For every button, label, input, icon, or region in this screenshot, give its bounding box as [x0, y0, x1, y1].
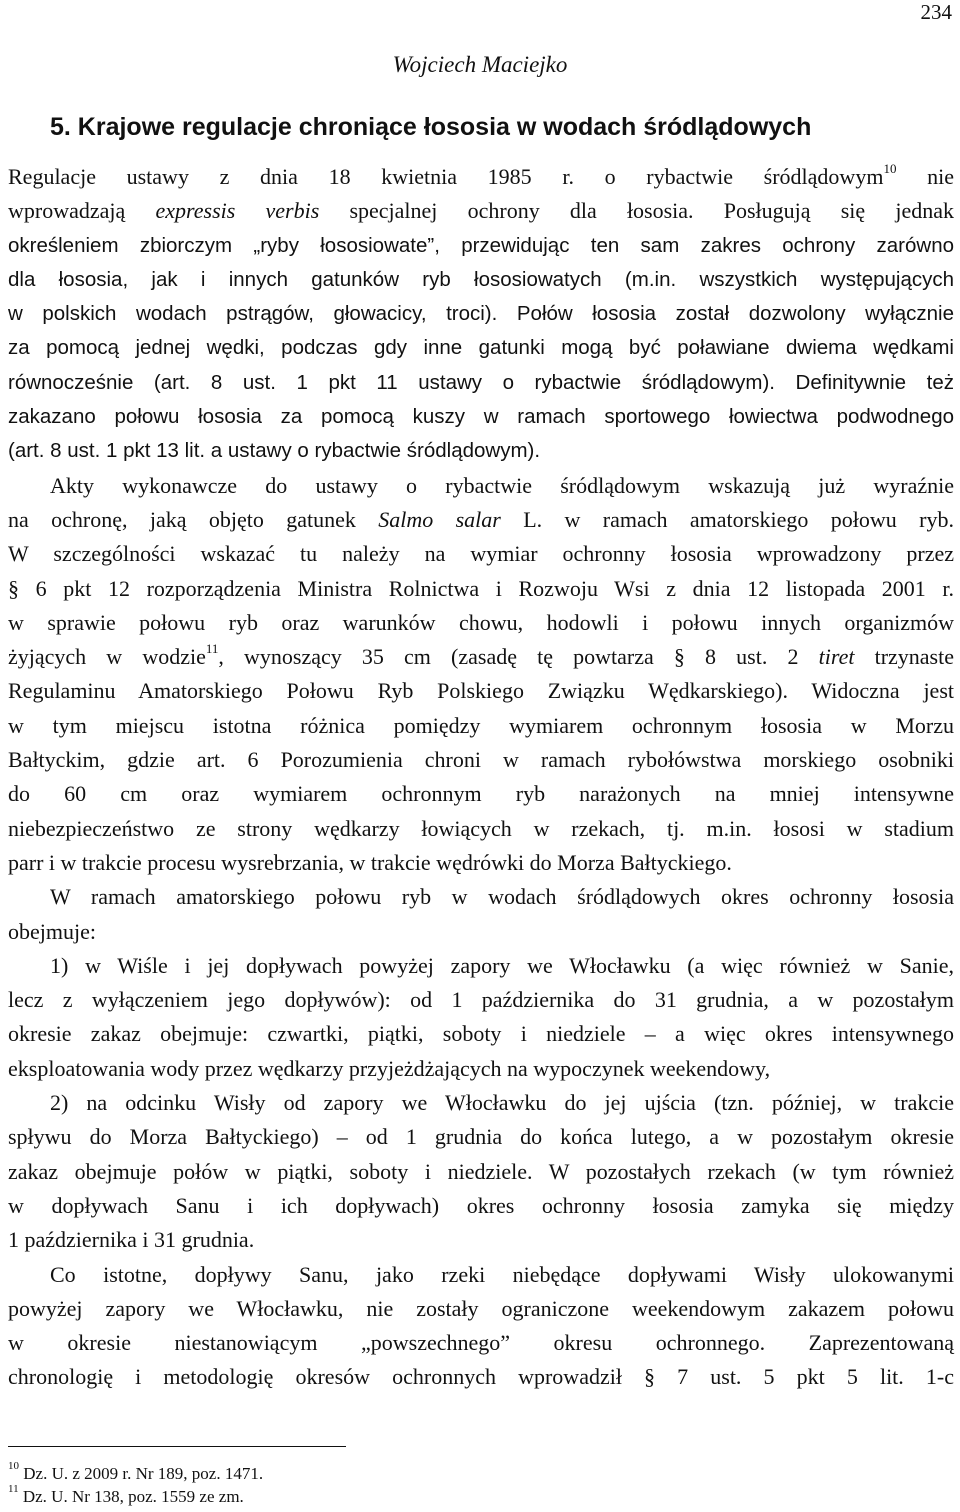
text-line: okresie zakaz obejmuje: czwartki, piątki, soboty i niedziele – a więc okres intensywnego: [8, 1021, 954, 1047]
text-line: Regulaminu Amatorskiego Połowu Ryb Polskiego Związku Wędkarskiego). Widoczna jest: [8, 678, 954, 704]
footnote-marker: 11: [8, 1483, 19, 1496]
footnote: [8, 1462, 263, 1485]
text-line: lecz z wyłączeniem jego dopływów): od 1 października do 31 grudnia, a w pozostałym: [8, 987, 954, 1013]
text-line: powyżej zapory we Włocławku, nie zostały ograniczone weekendowym zakazem połowu: [8, 1295, 954, 1321]
page-number: 234: [920, 0, 952, 24]
text-line: do 60 cm oraz wymiarem ochronnym ryb narażonych na mniej intensywne: [8, 781, 954, 807]
text-line: W ramach amatorskiego połowu ryb w wodach śródlądowych okres ochronny łososia: [50, 884, 954, 910]
body-text: [8, 160, 954, 1395]
text-line: zakazano połowu łososia za pomocą kuszy w ramach sportowego łowiectwa podwodnego: [8, 405, 954, 429]
section-heading: 5. Krajowe regulacje chroniące łososia w wodach śródlądowych: [50, 113, 812, 141]
text-line: w polskich wodach pstrągów, głowacicy, troci). Połów łososia został dozwolony wyłącznie: [8, 302, 954, 326]
text-line: 1 października i 31 grudnia.: [8, 1227, 255, 1253]
text-line: równocześnie (art. 8 ust. 1 pkt 11 ustawy o rybactwie śródlądowym). Definitywnie też: [8, 370, 954, 394]
running-header-author: Wojciech Maciejko: [392, 52, 568, 77]
footnote-ref: 10: [883, 160, 897, 176]
text-line: niebezpieczeństwo ze strony wędkarzy łowiących w rzekach, tj. m.in. łososi w stadium: [8, 815, 954, 841]
text-line: eksploatowania wody przez wędkarzy przyjeżdżających na wypoczynek weekendowy,: [8, 1055, 771, 1081]
text-line: (art. 8 ust. 1 pkt 13 lit. a ustawy o rybactwie śródlądowym).: [8, 439, 541, 463]
text-line: parr i w trakcie procesu wysrebrzania, w trakcie wędrówki do Morza Bałtyckiego.: [8, 849, 732, 875]
text-line: chronologię i metodologię okresów ochronnych wprowadził § 7 ust. 5 pkt 5 lit. 1-c: [8, 1364, 954, 1390]
text-line: określeniem zbiorczym „ryby łososiowate”, przewidując ten sam zakres ochrony zarówno: [8, 233, 954, 257]
text-line: żyjących w wodzie$^{11}$, wynoszący 35 cm (zasadę tę powtarza § 8 ust. 2 tiret trzynaste: [8, 640, 954, 670]
text-line: Bałtyckim, gdzie art. 6 Porozumienia chroni w ramach rybołówstwa morskiego osobniki: [8, 747, 954, 773]
text-line: w tym miejscu istotna różnica pomiędzy wymiarem ochronnym łososia w Morzu: [8, 712, 954, 738]
text-line: Co istotne, dopływy Sanu, jako rzeki niebędące dopływami Wisły ulokowanymi: [50, 1261, 954, 1287]
footnote: [8, 1485, 263, 1508]
text-line: dla łososia, jak i innych gatunków ryb łososiowatych (m.in. wszystkich występujących: [8, 267, 954, 291]
text-line: w sprawie połowu ryb oraz warunków chowu, hodowli i połowu innych organizmów: [8, 609, 954, 635]
text-line: za pomocą jednej wędki, podczas gdy inne gatunki mogą być poławiane dwiema wędkami: [8, 336, 954, 360]
text-line: w dopływach Sanu i ich dopływach) okres ochronny łososia zamyka się między: [8, 1192, 954, 1218]
text-line: Akty wykonawcze do ustawy o rybactwie śródlądowym wskazują już wyraźnie: [50, 472, 954, 498]
footnote-marker: 10: [8, 1460, 19, 1473]
text-line: 1) w Wiśle i jej dopływach powyżej zapory we Włocławku (a więc również w Sanie,: [50, 952, 954, 978]
text-line: 2) na odcinku Wisły od zapory we Włocławku do jej ujścia (tzn. później, w trakcie: [50, 1090, 954, 1116]
footnotes: [8, 1462, 263, 1508]
text-line: spływu do Morza Bałtyckiego) – od 1 grudnia do końca lutego, a w pozostałym okresie: [8, 1124, 954, 1150]
text-line: zakaz obejmuje połów w piątki, soboty i niedziele. W pozostałych rzekach (w tym również: [8, 1158, 954, 1184]
text-line: w okresie niestanowiącym „powszechnego” okresu ochronnego. Zaprezentowaną: [8, 1330, 954, 1356]
footnote-text: Dz. U. Nr 138, poz. 1559 ze zm.: [22, 1487, 244, 1506]
text-line: wprowadzają expressis verbis specjalnej ochrony dla łososia. Posługują się jednak: [8, 198, 954, 224]
text-line: § 6 pkt 12 rozporządzenia Ministra Rolnictwa i Rozwoju Wsi z dnia 12 listopada 2001 r.: [8, 575, 954, 601]
footnote-text: Dz. U. z 2009 r. Nr 189, poz. 1471.: [23, 1464, 264, 1483]
text-line: Regulacje ustawy z dnia 18 kwietnia 1985 r. o rybactwie śródlądowym$^{10}$ nie: [8, 160, 954, 189]
text-line: na ochronę, jaką objęto gatunek Salmo salar L. w ramach amatorskiego połowu ryb.: [8, 506, 954, 532]
footnote-divider: [8, 1446, 346, 1447]
text-line: W szczególności wskazać tu należy na wymiar ochronny łososia wprowadzony przez: [8, 541, 954, 567]
text-line: obejmuje:: [8, 918, 96, 944]
footnote-ref: 11: [205, 640, 219, 656]
